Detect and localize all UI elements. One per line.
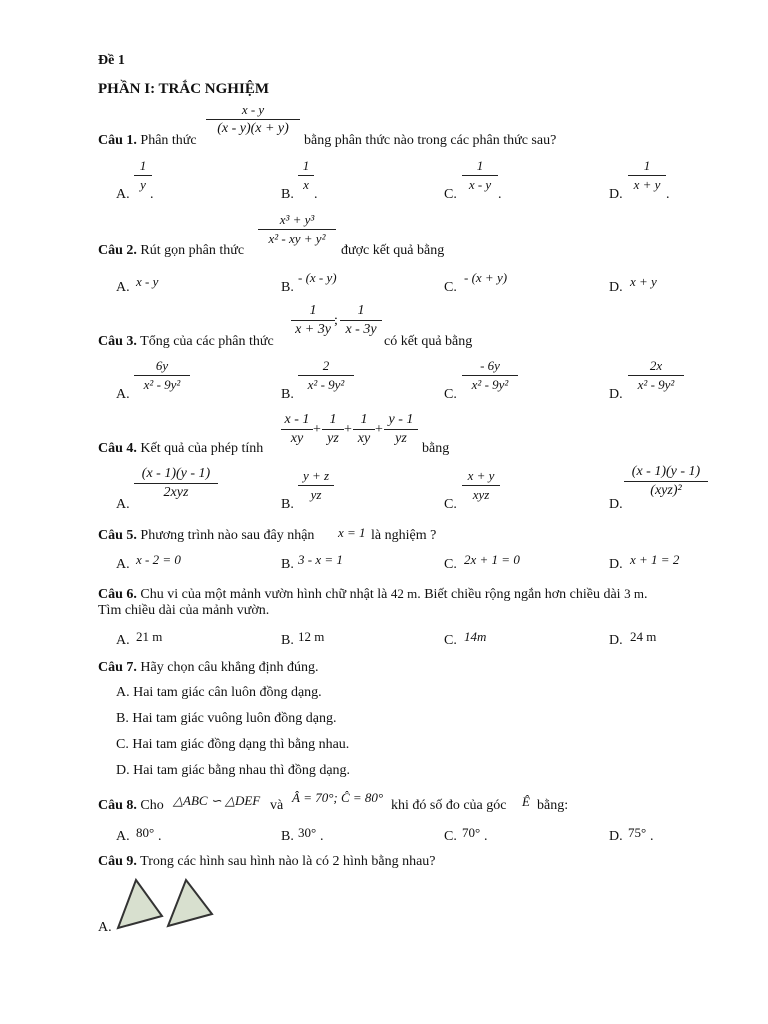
fraction: x - 1 xy [281, 412, 313, 447]
expression: 12 m [298, 629, 325, 644]
expression: 70° [462, 825, 481, 840]
question-text: Tìm chiều dài của mảnh vườn. [98, 603, 270, 618]
expression: 14m [464, 629, 487, 644]
question-text: và [270, 798, 284, 813]
punctuation: . [150, 187, 154, 202]
punctuation: . [484, 829, 488, 844]
fraction: (x - 1)(y - 1) (xyz)² [624, 464, 708, 499]
question-text: được kết quả bằng [341, 243, 445, 258]
answer-option[interactable]: B. Hai tam giác vuông luôn đồng dạng. [116, 711, 337, 726]
fraction: 1 x + 3y [291, 303, 335, 338]
answer-option[interactable]: D. Hai tam giác bằng nhau thì đồng dạng. [116, 763, 351, 778]
answer-option[interactable]: B. [281, 557, 294, 572]
fraction: 1 xy [353, 412, 375, 447]
exam-title: Đề 1 [98, 53, 125, 68]
fraction: y + z yz [298, 468, 334, 503]
value: 42 m [390, 586, 418, 601]
expression: 75° [628, 825, 647, 840]
question-label: Câu 4. [98, 441, 137, 456]
answer-option[interactable]: C. [444, 633, 457, 648]
question-text: bằng [422, 441, 450, 456]
fraction: 1 yz [322, 412, 344, 447]
expression: 80° [136, 825, 155, 840]
answer-option[interactable]: C. [444, 557, 457, 572]
question-label: Câu 6. [98, 587, 137, 602]
expression: x + 1 = 2 [630, 552, 680, 567]
answer-option[interactable]: C. [444, 387, 457, 402]
punctuation: . [158, 829, 162, 844]
question-label: Câu 3. [98, 334, 137, 349]
question-label: Câu 2. [98, 243, 137, 258]
question-text: khi đó số đo của góc [391, 798, 507, 813]
question-label: Câu 7. [98, 660, 137, 675]
answer-option[interactable]: D. [609, 497, 623, 512]
answer-option[interactable]: B. [281, 187, 294, 202]
fraction: - 6y x² - 9y² [462, 358, 518, 393]
question-text: Hãy chọn câu khẳng định đúng. [140, 660, 319, 675]
question-label: Câu 1. [98, 133, 137, 148]
punctuation: . [650, 829, 654, 844]
expression: 30° [298, 825, 317, 840]
answer-option[interactable]: D. [609, 187, 623, 202]
answer-option[interactable]: D. [609, 387, 623, 402]
triangle-left [118, 880, 162, 928]
expression: Ê [522, 794, 530, 809]
answer-option[interactable]: A. [116, 497, 130, 512]
section-heading: PHẦN I: TRẮC NGHIỆM [98, 81, 269, 97]
fraction: 2x x² - 9y² [628, 358, 684, 393]
expression: x - y [136, 274, 159, 289]
punctuation: . [666, 187, 670, 202]
answer-option[interactable]: C. Hai tam giác đồng dạng thì bằng nhau. [116, 737, 350, 752]
answer-option[interactable]: A. [98, 920, 112, 935]
congruent-triangles-figure [112, 876, 218, 932]
answer-option[interactable]: B. [281, 497, 294, 512]
fraction: 6y x² - 9y² [134, 358, 190, 393]
answer-option[interactable]: C. [444, 497, 457, 512]
punctuation: . [498, 187, 502, 202]
question-text: Phương trình nào sau đây nhận [140, 528, 315, 543]
answer-option[interactable]: A. [116, 187, 130, 202]
operator: + [313, 422, 321, 437]
separator: ; [334, 313, 338, 328]
fraction: 1 x [298, 158, 314, 193]
expression: △ABC ∽ △DEF [173, 793, 261, 808]
expression: 2x + 1 = 0 [464, 552, 520, 567]
answer-option[interactable]: A. Hai tam giác cân luôn đồng dạng. [116, 685, 322, 700]
answer-option[interactable]: A. [116, 829, 130, 844]
answer-option[interactable]: C. [444, 187, 457, 202]
expression: x + y [630, 274, 657, 289]
question-text: có kết quả bằng [384, 334, 473, 349]
punctuation: . [314, 187, 318, 202]
fraction: 1 y [134, 158, 152, 193]
fraction: 1 x - 3y [340, 303, 382, 338]
answer-option[interactable]: C. [444, 280, 457, 295]
answer-option[interactable]: A. [116, 633, 130, 648]
question-label: Câu 5. [98, 528, 137, 543]
question-label: Câu 8. [98, 798, 137, 813]
question-text: Phân thức [140, 133, 197, 148]
question-text: Trong các hình sau hình nào là có 2 hình bằng nhau? [140, 854, 436, 869]
expression: 21 m [136, 629, 163, 644]
answer-option[interactable]: D. [609, 557, 623, 572]
answer-option[interactable]: A. [116, 280, 130, 295]
fraction: y - 1 yz [384, 412, 418, 447]
question-text: là nghiệm ? [371, 528, 437, 543]
expression: Â = 70°; Ĉ = 80° [292, 790, 384, 805]
answer-option[interactable]: C. [444, 829, 457, 844]
expression: 24 m [630, 629, 657, 644]
operator: + [344, 422, 352, 437]
fraction: x + y xyz [462, 468, 500, 503]
answer-option[interactable]: A. [116, 557, 130, 572]
value: 3 m [624, 586, 644, 601]
expression: - (x - y) [298, 270, 337, 285]
question-text: bằng: [537, 798, 569, 813]
answer-option[interactable]: B. [281, 633, 294, 648]
fraction: 2 x² - 9y² [298, 358, 354, 393]
answer-option[interactable]: D. [609, 829, 623, 844]
answer-option[interactable]: D. [609, 280, 623, 295]
punctuation: . [320, 829, 324, 844]
triangle-right [168, 880, 212, 926]
question-text: Chu vi của một mảnh vườn hình chữ nhật là [140, 587, 388, 602]
expression: 3 - x = 1 [298, 552, 343, 567]
question-label: Câu 9. [98, 854, 137, 869]
answer-option[interactable]: B. [281, 387, 294, 402]
answer-option[interactable]: A. [116, 387, 130, 402]
fraction: (x - 1)(y - 1) 2xyz [134, 466, 218, 501]
fraction: 1 x + y [628, 158, 666, 193]
question-text: Tổng của các phân thức [140, 334, 274, 349]
fraction: 1 x - y [462, 158, 498, 193]
question-text: Rút gọn phân thức [140, 243, 245, 258]
question-text: Cho [140, 798, 164, 813]
answer-option[interactable]: B. [281, 280, 294, 295]
question-text: . Biết chiều rộng ngắn hơn chiều dài [417, 587, 621, 602]
expression: x - 2 = 0 [136, 552, 181, 567]
answer-option[interactable]: D. [609, 633, 623, 648]
fraction: x - y (x - y)(x + y) [206, 102, 300, 137]
expression: x = 1 [338, 525, 366, 540]
question-text: Kết quả của phép tính [140, 441, 264, 456]
answer-option[interactable]: B. [281, 829, 294, 844]
operator: + [375, 422, 383, 437]
expression: - (x + y) [464, 270, 508, 285]
fraction: x³ + y³ x² - xy + y² [258, 212, 336, 247]
question-text: bằng phân thức nào trong các phân thức sau? [304, 133, 557, 148]
